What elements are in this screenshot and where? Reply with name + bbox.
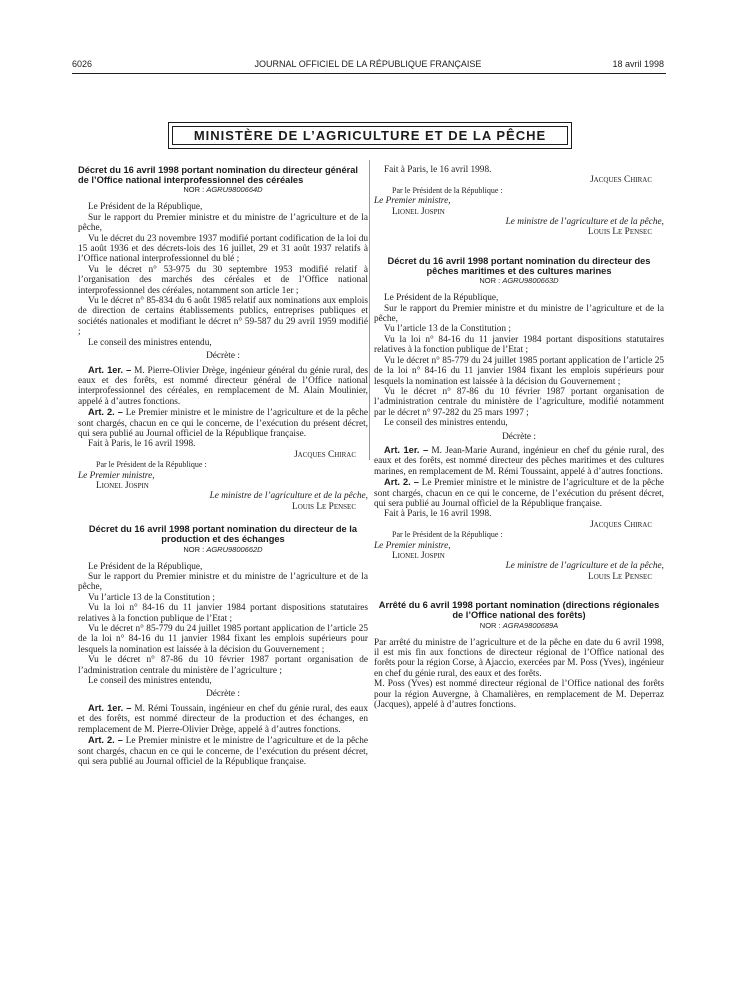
minister-name: Louis Le Pensec bbox=[588, 571, 652, 582]
par-president: Par le Président de la République : bbox=[392, 185, 503, 195]
arrete-title: Arrêté du 6 avril 1998 portant nomination (directions régionales de l’Office national des forêts) bbox=[378, 600, 660, 621]
decree-2-title: Décret du 16 avril 1998 portant nomination du directeur de la production et des échanges bbox=[88, 524, 358, 545]
fait-line: Fait à Paris, le 16 avril 1998. bbox=[384, 509, 492, 520]
paragraph: Vu le décret n° 87-86 du 10 février 1987 portant organisation de l’administration centrale du ministère de l’agriculture, modifié notamment par le décret n° 97-282 du 25 mars 1997 ; bbox=[374, 386, 664, 418]
paragraph: Sur le rapport du Premier ministre et du ministre de l’agriculture et de la pêche, bbox=[78, 212, 368, 234]
paragraph: Vu le décret du 23 novembre 1937 modifié portant codification de la loi du 15 août 1936 et des décrets-lois des 16 juillet, 29 et 31 août 1937 relatifs à l’Office national interprofessionnel du blé ; bbox=[78, 233, 368, 265]
article-2: Art. 2. – Le Premier ministre et le ministre de l’agriculture et de la pêche sont chargés, chacun en ce qui le concerne, de l’exécution du présent décret, qui sera publié au Journal officiel de la République française. bbox=[78, 735, 369, 767]
journal-title: JOURNAL OFFICIEL DE LA RÉPUBLIQUE FRANÇAISE bbox=[254, 59, 482, 69]
par-president: Par le Président de la République : bbox=[96, 460, 207, 470]
header-rule bbox=[72, 73, 666, 74]
article-2: Art. 2. – Le Premier ministre et le ministre de l’agriculture et de la pêche sont chargés, chacun en ce qui le concerne, de l’exécution du présent décret, qui sera publié au Journal officiel de la République française. bbox=[78, 407, 369, 439]
paragraph: Vu le décret n° 53-975 du 30 septembre 1953 modifié relatif à l’organisation des marchés des céréales et de l’Office national interprofessionnel des céréales, notamment son article 1er ; bbox=[78, 264, 368, 296]
paragraph: Vu le décret n° 85-834 du 6 août 1985 relatif aux nominations aux emplois de direction de certains établissements publics, entreprises publiques et sociétés nationales et modifiant le décret n° 59-587 du 29 avril 1959 modifié ; bbox=[78, 296, 368, 338]
article-1: Art. 1er. – M. Jean-Marie Aurand, ingénieur en chef du génie rural, des eaux et des forêts, est nommé directeur des pêches maritimes et des cultures marines, en remplacement de M. Rémi Toussaint, appelé à d’autres fonctions. bbox=[374, 444, 664, 477]
fait-line: Fait à Paris, le 16 avril 1998. bbox=[384, 165, 492, 175]
page-number: 6026 bbox=[72, 59, 93, 69]
arrete-body bbox=[374, 638, 664, 711]
pm-title: Le Premier ministre, bbox=[78, 470, 155, 481]
decree-2 bbox=[78, 524, 368, 767]
decree-1-nor: NOR : AGRU9800664D bbox=[183, 185, 263, 195]
issue-date: 18 avril 1998 bbox=[612, 59, 664, 69]
paragraph: Le conseil des ministres entendu, bbox=[384, 418, 508, 429]
decree-1 bbox=[78, 165, 368, 512]
decree-1-title: Décret du 16 avril 1998 portant nomination du directeur général de l’Office national interprofessionnel des céréales bbox=[78, 165, 359, 186]
nor-code: AGRU9800664D bbox=[206, 185, 263, 195]
decree-3-nor: NOR : AGRU9800663D bbox=[479, 276, 559, 286]
nor-code: AGRU9800662D bbox=[206, 544, 263, 554]
paragraph: Vu l’article 13 de la Constitution ; bbox=[88, 592, 215, 603]
paragraph: Vu l’article 13 de la Constitution ; bbox=[384, 324, 511, 335]
pm-title: Le Premier ministre, bbox=[374, 540, 451, 551]
decree-2-signatures bbox=[374, 165, 664, 238]
article-label: Art. 2. – bbox=[384, 477, 419, 488]
decree-3-title: Décret du 16 avril 1998 portant nomination du directeur des pêches maritimes et des cultures marines bbox=[387, 255, 651, 277]
paragraph: Vu le décret n° 85-779 du 24 juillet 1985 portant application de l’article 25 de la loi n° 84-16 du 11 janvier 1984 fixant les emplois supérieurs pour lesquels la nomination est laissée à la décision du Gouvernement ; bbox=[78, 624, 368, 655]
paragraph: Sur le rapport du Premier ministre et du ministre de l’agriculture et de la pêche, bbox=[78, 572, 368, 593]
article-label: Art. 2. – bbox=[88, 407, 123, 418]
decree-3 bbox=[374, 256, 664, 582]
left-column bbox=[78, 165, 368, 767]
decrete-heading: Décrète : bbox=[206, 689, 240, 700]
decrete-heading: Décrète : bbox=[206, 351, 240, 362]
decrete-heading: Décrète : bbox=[502, 431, 536, 442]
paragraph: Vu la loi n° 84-16 du 11 janvier 1984 portant dispositions statutaires relatives à la fonction publique de l’Etat ; bbox=[78, 603, 368, 624]
article-2: Art. 2. – Le Premier ministre et le ministre de l’agriculture et de la pêche sont chargés, chacun en ce qui le concerne, de l’exécution du présent décret, qui sera publié au Journal officiel de la République française. bbox=[374, 477, 665, 509]
paragraph: Vu le décret n° 87-86 du 10 février 1987 portant organisation de l’administration centrale du ministère de l’agriculture ; bbox=[78, 655, 368, 676]
paragraph: Vu le décret n° 85-779 du 24 juillet 1985 portant application de l’article 25 de la loi n° 84-16 du 11 janvier 1984 fixant les emplois supérieurs pour lesquels la nomination est laissée à la décision du Gouvernement ; bbox=[374, 355, 664, 387]
decree-2-nor: NOR : AGRU9800662D bbox=[183, 544, 263, 554]
paragraph: Sur le rapport du Premier ministre et du ministre de l’agriculture et de la pêche, bbox=[374, 303, 664, 325]
signature-president: Jacques Chirac bbox=[294, 449, 356, 460]
fait-line: Fait à Paris, le 16 avril 1998. bbox=[88, 439, 196, 450]
paragraph: Le conseil des ministres entendu, bbox=[88, 676, 212, 687]
article-label: Art. 1er. – bbox=[384, 444, 429, 455]
minister-title: Le ministre de l’agriculture et de la pêche, bbox=[505, 217, 664, 228]
article-label: Art. 1er. – bbox=[88, 364, 132, 375]
right-column bbox=[374, 165, 664, 710]
signature-president: Jacques Chirac bbox=[590, 175, 652, 186]
article-1: Art. 1er. – M. Pierre-Olivier Drège, ingénieur général du génie rural, des eaux et des forêts, est nommé directeur général de l’Office national interprofessionnel des céréales, en remplacement de M. Alain Moulinier, appelé à d’autres fonctions. bbox=[78, 364, 368, 407]
signature-president: Jacques Chirac bbox=[590, 519, 652, 530]
paragraph: Le Président de la République, bbox=[88, 202, 203, 213]
minister-title: Le ministre de l’agriculture et de la pêche, bbox=[505, 561, 664, 572]
pm-name: Lionel Jospin bbox=[96, 480, 149, 491]
article-label: Art. 2. – bbox=[88, 735, 123, 746]
article-label: Art. 1er. – bbox=[88, 702, 132, 713]
ministry-banner bbox=[168, 122, 572, 149]
paragraph: M. Poss (Yves) est nommé directeur régional de l’Office national des forêts pour la région Auvergne, à Chamalières, en remplacement de M. Deperraz (Jacques), appelé à d’autres fonctions. bbox=[374, 679, 664, 711]
article-1: Art. 1er. – M. Rémi Toussain, ingénieur en chef du génie rural, des eaux et des forêts, est nommé directeur de la production et des échanges, en remplacement de M. Pierre-Olivier Drège, appelé à d’autres fonctions. bbox=[78, 702, 368, 735]
paragraph: Le conseil des ministres entendu, bbox=[88, 337, 212, 348]
arrete-nor: NOR : AGRA9800689A bbox=[479, 620, 559, 630]
paragraph: Vu la loi n° 84-16 du 11 janvier 1984 portant dispositions statutaires relatives à la fonction publique de l’Etat ; bbox=[374, 334, 664, 356]
arrete bbox=[374, 600, 664, 710]
paragraph: Le Président de la République, bbox=[88, 561, 203, 572]
paragraph: Par arrêté du ministre de l’agriculture et de la pêche en date du 6 avril 1998, il est mis fin aux fonctions de directeur régional de l’Office national des forêts pour la région Corse, à Ajaccio, exercées par M. Poss (Yves), ingénieur en chef du génie rural, des eaux et des forêts. bbox=[374, 637, 664, 679]
par-president: Par le Président de la République : bbox=[392, 530, 503, 540]
ministry-title: MINISTÈRE DE L’AGRICULTURE ET DE LA PÊCHE bbox=[193, 128, 547, 143]
nor-code: AGRU9800663D bbox=[502, 276, 559, 286]
minister-title: Le ministre de l’agriculture et de la pêche, bbox=[209, 491, 368, 502]
minister-name: Louis Le Pensec bbox=[588, 227, 652, 238]
pm-title: Le Premier ministre, bbox=[374, 196, 451, 207]
paragraph: Le Président de la République, bbox=[384, 293, 499, 304]
nor-code: AGRA9800689A bbox=[502, 620, 559, 630]
pm-name: Lionel Jospin bbox=[392, 206, 445, 217]
column-divider bbox=[369, 160, 370, 460]
pm-name: Lionel Jospin bbox=[392, 551, 445, 561]
page-header bbox=[72, 57, 664, 71]
minister-name: Louis Le Pensec bbox=[292, 501, 356, 512]
